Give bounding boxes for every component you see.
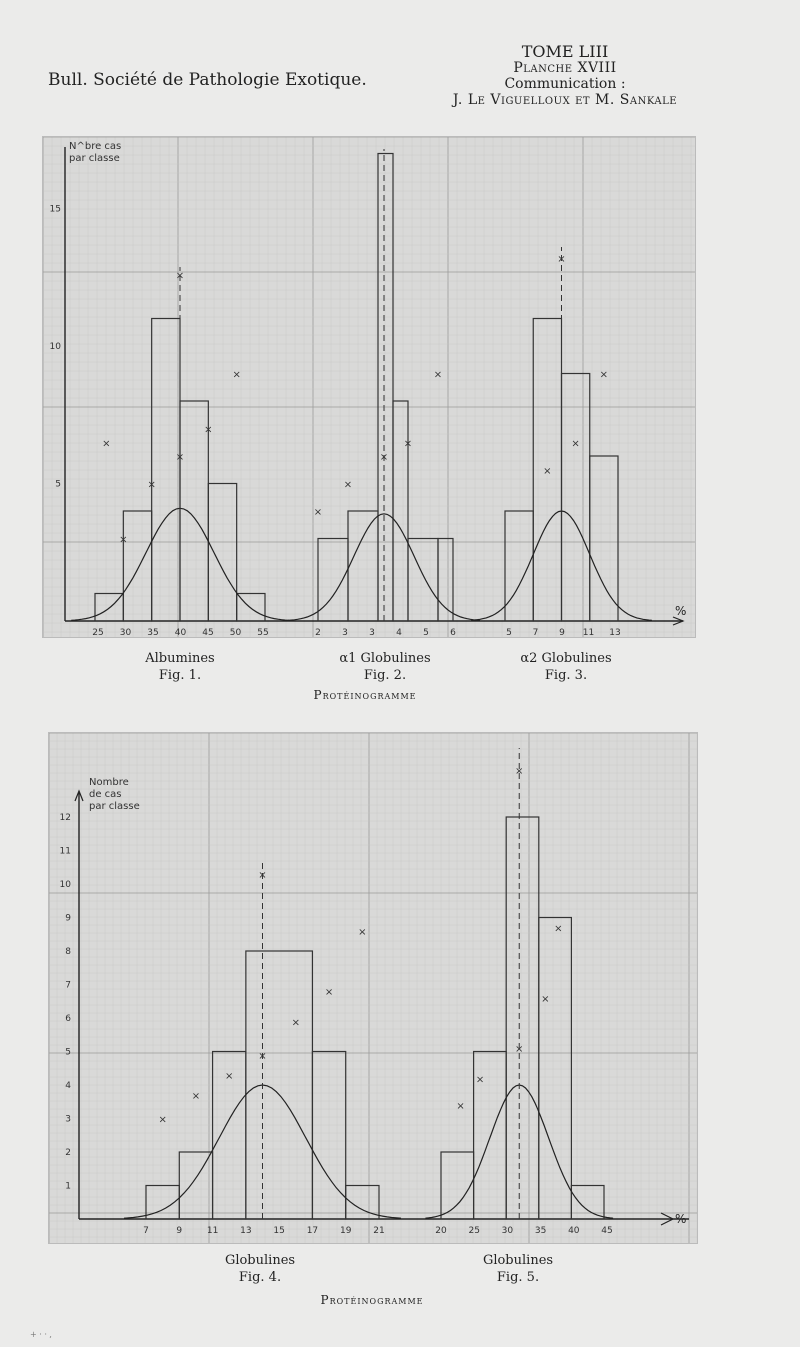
fig5-x-tick-label: 30: [501, 1226, 514, 1236]
fig2-plotted-point: ×: [403, 438, 413, 450]
top-plate-title: Protéinogramme: [313, 688, 417, 702]
fig1-plotted-point: ×: [102, 438, 111, 450]
fig5-bar: [571, 1186, 604, 1220]
bottom-percent-label: %: [675, 1212, 687, 1226]
fig4-x-tick-label: 17: [306, 1226, 319, 1236]
fig4-plotted-point: ×: [225, 1070, 234, 1082]
fig4-number: Fig. 4.: [238, 1270, 282, 1285]
fig1-x-tick-label: 40: [174, 628, 187, 637]
fig4-caption: [190, 1252, 330, 1286]
fig2-x-tick-label: 6: [450, 628, 456, 637]
fig5-plotted-point: ×: [554, 923, 563, 935]
fig5-plotted-point: ×: [515, 1044, 524, 1056]
fig3-x-tick-label: 13: [609, 628, 621, 637]
fig1-plotted-point: ×: [175, 452, 185, 463]
fig3-x-tick-label: 7: [532, 628, 539, 637]
fig1-y-axis-label: par classe: [69, 153, 120, 164]
fig2-bar: [348, 511, 378, 621]
fig1-x-tick-label: 50: [229, 628, 242, 637]
fig1-plotted-point: ×: [175, 270, 185, 282]
fig1-y-axis-label: N^bre cas: [69, 141, 122, 152]
fig4-plotted-point: ×: [358, 926, 367, 938]
top-chart-panel: [42, 136, 696, 638]
fig4-y-tick-label: 8: [65, 947, 71, 957]
fig4-x-tick-label: 7: [143, 1226, 149, 1236]
fig5-x-tick-label: 35: [534, 1226, 547, 1236]
fig1-name: Albumines: [145, 651, 215, 666]
fig3-caption: [496, 650, 636, 684]
fig3-plotted-point: ×: [599, 369, 609, 381]
tome-label: TOME LIII: [521, 42, 609, 61]
fig4-y-tick-label: 1: [65, 1181, 71, 1192]
fig4-x-tick-label: 21: [373, 1226, 385, 1236]
fig4-plotted-point: ×: [191, 1091, 201, 1103]
fig5-caption: [448, 1252, 588, 1286]
fig4-y-tick-label: 7: [65, 980, 71, 991]
journal-title: Bull. Société de Pathologie Exotique.: [48, 70, 367, 90]
fig1-x-tick-label: 35: [147, 628, 159, 637]
fig1-y-tick-label: 5: [55, 479, 61, 490]
fig3-x-tick-label: 11: [582, 628, 595, 637]
fig5-bar: [539, 918, 572, 1220]
fig2-name: α1 Globulines: [339, 651, 431, 666]
fig1-y-tick-label: 10: [49, 342, 61, 352]
fig4-x-tick-label: 13: [240, 1226, 252, 1236]
fig3-x-tick-label: 5: [506, 628, 512, 637]
fig3-plotted-point: ×: [571, 438, 580, 450]
fig1-bar: [152, 319, 180, 622]
fig3-bar: [562, 374, 590, 622]
fig2-plotted-point: ×: [379, 452, 389, 463]
fig4-y-tick-label: 9: [65, 913, 71, 924]
fig5-x-tick-label: 25: [468, 1226, 480, 1236]
plate-header: [440, 44, 690, 108]
bottom-plate-title: Protéinogramme: [320, 1293, 424, 1307]
communication-label: Communication :: [504, 76, 626, 92]
fig4-plotted-point: ×: [324, 987, 334, 999]
fig4-name: Globulines: [224, 1253, 296, 1268]
bottom-chart-panel: [48, 732, 698, 1244]
fig5-number: Fig. 5.: [496, 1270, 540, 1285]
fig4-y-tick-label: 2: [65, 1148, 71, 1158]
fig1-plotted-point: ×: [232, 369, 241, 381]
fig4-y-tick-label: 12: [59, 813, 71, 823]
fig4-y-tick-label: 4: [65, 1081, 71, 1091]
fig5-plotted-point: ×: [456, 1101, 465, 1113]
fig1-x-tick-label: 30: [119, 628, 132, 637]
footer-mark: + · · ,: [30, 1330, 52, 1339]
fig5-plotted-point: ×: [515, 766, 524, 778]
fig4-y-tick-label: 6: [65, 1014, 71, 1024]
top-percent-label: %: [675, 604, 687, 618]
fig2-x-tick-label: 2: [315, 628, 321, 637]
fig3-number: Fig. 3.: [544, 668, 588, 683]
fig1-bar: [123, 511, 151, 621]
planche-label: Planche XVIII: [513, 60, 617, 76]
fig5-plotted-point: ×: [475, 1074, 485, 1086]
fig2-plotted-point: ×: [433, 369, 443, 381]
fig5-name: Globulines: [482, 1253, 554, 1268]
fig1-y-tick-label: 15: [49, 204, 61, 215]
fig3-bar: [590, 456, 618, 621]
bottom-chart-svg: [49, 733, 697, 1243]
top-chart-svg: [43, 137, 695, 637]
fig4-x-tick-label: 19: [339, 1226, 352, 1236]
fig5-x-tick-label: 40: [568, 1226, 580, 1236]
fig4-y-tick-label: 10: [59, 880, 71, 890]
fig2-x-tick-label: 3: [342, 628, 348, 637]
fig4-x-tick-label: 15: [273, 1226, 285, 1236]
fig5-bar: [441, 1152, 474, 1219]
fig1-plotted-point: ×: [147, 479, 156, 491]
fig3-plotted-point: ×: [557, 254, 566, 265]
fig1-x-tick-label: 55: [257, 628, 269, 637]
fig4-plotted-point: ×: [258, 1050, 267, 1062]
fig2-plotted-point: ×: [313, 507, 323, 518]
fig1-x-tick-label: 45: [202, 628, 214, 637]
fig5-plotted-point: ×: [541, 993, 550, 1005]
fig2-x-tick-label: 3: [369, 628, 375, 637]
fig4-plotted-point: ×: [258, 869, 267, 881]
fig3-plotted-point: ×: [543, 465, 552, 477]
fig4-x-tick-label: 11: [206, 1226, 219, 1236]
fig1-number: Fig. 1.: [158, 668, 202, 683]
fig1-plotted-point: ×: [204, 424, 213, 436]
fig2-plotted-point: ×: [343, 479, 353, 491]
fig2-x-tick-label: 5: [423, 628, 429, 637]
fig4-x-tick-label: 9: [176, 1226, 183, 1236]
fig4-plotted-point: ×: [291, 1017, 300, 1029]
fig4-y-axis-label: de cas: [89, 789, 122, 800]
fig1-plotted-point: ×: [119, 534, 128, 546]
fig4-y-tick-label: 3: [65, 1114, 71, 1125]
fig1-caption: [110, 650, 250, 684]
fig4-y-axis-label: par classe: [89, 801, 140, 812]
fig1-x-tick-label: 25: [92, 628, 104, 637]
fig4-plotted-point: ×: [158, 1114, 167, 1126]
fig4-bar: [179, 1152, 212, 1219]
authors-label: J. Le Viguelloux et M. Sankale: [452, 92, 678, 108]
fig3-x-tick-label: 9: [559, 628, 565, 637]
fig4-y-tick-label: 11: [59, 846, 71, 857]
fig2-caption: [315, 650, 455, 684]
fig3-name: α2 Globulines: [520, 651, 612, 666]
fig2-number: Fig. 2.: [363, 668, 407, 683]
fig5-bar: [506, 817, 539, 1219]
fig5-x-tick-label: 20: [435, 1226, 447, 1236]
fig5-x-tick-label: 45: [601, 1226, 613, 1236]
fig4-y-axis-label: Nombre: [89, 777, 129, 788]
fig1-bar: [208, 484, 236, 622]
fig4-y-tick-label: 5: [65, 1047, 71, 1058]
fig2-x-tick-label: 4: [396, 628, 402, 637]
